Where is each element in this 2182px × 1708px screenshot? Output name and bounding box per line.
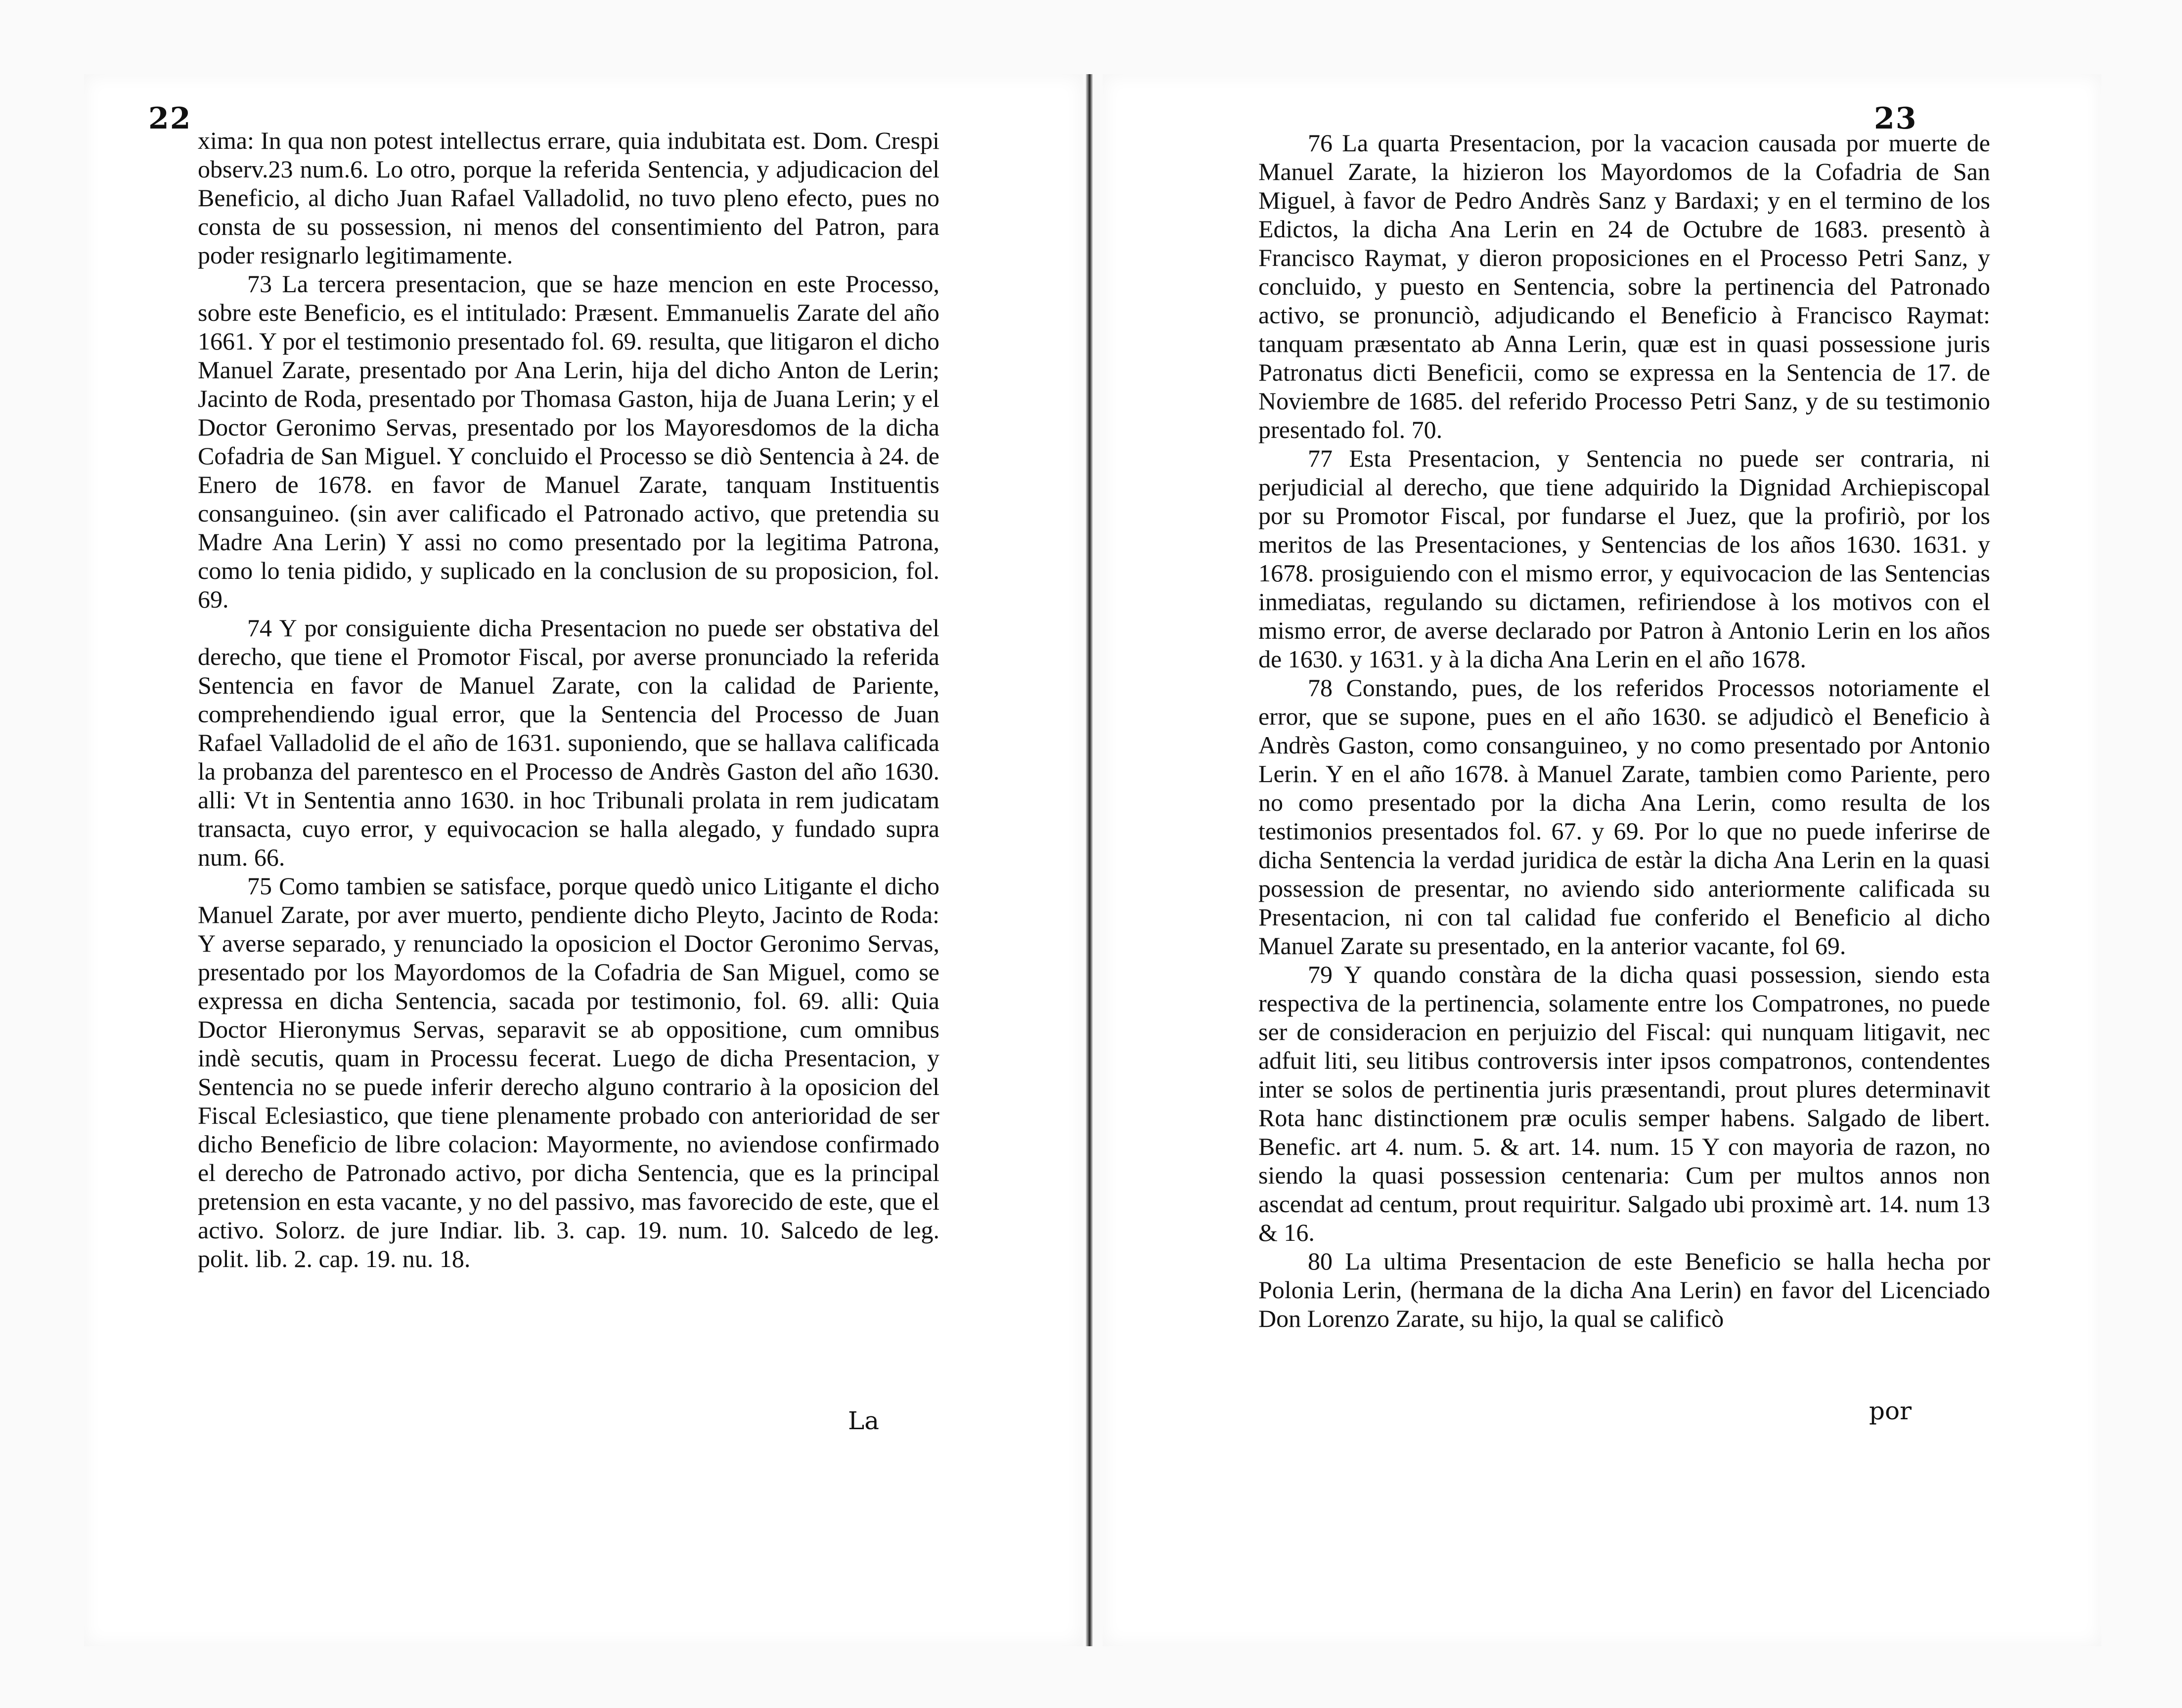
right-folio-number: 23 — [1874, 101, 1917, 136]
paragraph-75: 75 Como tambien se satisface, porque quedò unico Litigante el dicho Manuel Zarate, por aver muerto, pendiente dicho Pleyto, Jacinto de Roda: Y averse separado, y renunciado la oposicion el Doctor Geronimo Servas, presentado por los Mayordomos de la Cofadria de San Miguel, como se expressa en dicha Sentencia, sacada por testimonio, fol. 69. alli: Quia Doctor Hieronymus Servas, separavit se ab oppositione, cum omnibus indè secutis, quam in Processu fecerat. Luego de dicha Presentacion, y Sentencia no se puede inferir derecho alguno contrario à la oposicion del Fiscal Eclesiastico, que tiene plenamente probado con anterioridad de ser dicho Beneficio de libre colacion: Mayormente, no aviendose confirmado el derecho de Patronado activo, por dicha Sentencia, que es la principal pretension en esta vacante, y no del passivo, mas favorecido de este, que el activo. Solorz. de jure Indiar. lib. 3. cap. 19. num. 10. Salcedo de leg. polit. lib. 2. cap. 19. nu. 18. — [198, 872, 939, 1272]
book-gutter — [1086, 74, 1093, 1646]
left-paragraph-continuation: xima: In qua non potest intellectus errare, quia indubitata est. Dom. Crespi observ.23 num.6. Lo otro, porque la referida Sentencia, y adjudicacion del Beneficio, al dicho Juan Rafael Valladolid, no tuvo pleno efecto, pues no consta de su possession, ni menos del consentimiento del Patron, para poder resignarlo legitimamente. — [198, 127, 939, 269]
paragraph-76: 76 La quarta Presentacion, por la vacacion causada por muerte de Manuel Zarate, la hizieron los Mayordomos de la Cofadria de San Miguel, à favor de Pedro Andrès Sanz y Bardaxi; y en el termino de los Edictos, la dicha Ana Lerin en 24 de Octubre de 1683. presentò à Francisco Raymat, y dieron proposiciones en el Processo Petri Sanz, y concluido, y puesto en Sentencia, sobre la pertinencia del Patronado activo, se pronunciò, adjudicando el Beneficio à Francisco Raymat: tanquam præsentato ab Anna Lerin, quæ est in quasi possessione juris Patronatus dicti Beneficii, como se expressa en la Sentencia de 17. de Noviembre de 1685. del referido Processo Petri Sanz, y de su testimonio presentado fol. 70. — [1258, 129, 1990, 443]
paragraph-78: 78 Constando, pues, de los referidos Processos notoriamente el error, que se supone, pues en el año 1630. se adjudicò el Beneficio à Andrès Gaston, como consanguineo, y no como presentado por Antonio Lerin. Y en el año 1678. à Manuel Zarate, tambien como Pariente, pero no como presentado por la dicha Ana Lerin, como resulta de los testimonios presentados fol. 67. y 69. Por lo que no puede inferirse de dicha Sentencia la verdad juridica de estàr la dicha Ana Lerin en la quasi possession de presentar, no aviendo sido anteriormente calificada su Presentacion, ni con tal calidad fue conferido el Beneficio al dicho Manuel Zarate su presentado, en la anterior vacante, fol 69. — [1258, 674, 1990, 960]
left-folio-number: 22 — [148, 101, 192, 136]
left-text-column — [198, 126, 939, 1273]
paragraph-77: 77 Esta Presentacion, y Sentencia no puede ser contraria, ni perjudicial al derecho, que tiene adquirido la Dignidad Archiepiscopal por su Promotor Fiscal, por fundarse el Juez, que la profiriò, por los meritos de las Presentaciones, y Sentencias de los años 1630. 1631. y 1678. prosiguiendo con el mismo error, y equivocacion de las Sentencias inmediatas, regulando su dictamen, refiriendose à los motivos con el mismo error, de averse declarado por Patron à Antonio Lerin en los años de 1630. y 1631. y à la dicha Ana Lerin en el año 1678. — [1258, 444, 1990, 673]
right-text-column — [1258, 129, 1990, 1333]
paragraph-80: 80 La ultima Presentacion de este Beneficio se halla hecha por Polonia Lerin, (hermana de la dicha Ana Lerin) en favor del Licenciado Don Lorenzo Zarate, su hijo, la qual se calificò — [1258, 1247, 1990, 1332]
paragraph-79: 79 Y quando constàra de la dicha quasi possession, siendo esta respectiva de la pertinencia, solamente entre los Compatrones, no puede ser de consideracion en perjuizio del Fiscal: qui nunquam litigavit, nec adfuit liti, seu litibus controversis inter ipsos compatronos, contendentes inter se solos de pertinentia juris præsentandi, prout plures determinavit Rota hanc distinctionem præ oculis semper habens. Salgado de libert. Benefic. art 4. num. 5. & art. 14. num. 15 Y con mayoria de razon, no siendo la quasi possession centenaria: Cum per multos annos non ascendat ad centum, prout requiritur. Salgado ubi proximè art. 14. num 13 & 16. — [1258, 961, 1990, 1246]
right-catchword: por — [1869, 1397, 1912, 1425]
left-catchword: La — [848, 1406, 880, 1435]
paragraph-74: 74 Y por consiguiente dicha Presentacion no puede ser obstativa del derecho, que tiene el Promotor Fiscal, por averse pronunciado la referida Sentencia en favor de Manuel Zarate, con la calidad de Pariente, comprehendiendo igual error, que la Sentencia del Processo de Juan Rafael Valladolid de el año de 1631. suponiendo, que se hallava calificada la probanza del parentesco en el Processo de Andrès Gaston del año 1630. alli: Vt in Sententia anno 1630. in hoc Tribunali prolata in rem judicatam transacta, cuyo error, y equivocacion se halla alegado, y fundado supra num. 66. — [198, 614, 939, 871]
paragraph-73: 73 La tercera presentacion, que se haze mencion en este Processo, sobre este Beneficio, es el intitulado: Præsent. Emmanuelis Zarate del año 1661. Y por el testimonio presentado fol. 69. resulta, que litigaron el dicho Manuel Zarate, presentado por Ana Lerin, hija del dicho Anton de Lerin; Jacinto de Roda, presentado por Thomasa Gaston, hija de Juana Lerin; y el Doctor Geronimo Servas, presentado por los Mayoresdomos de la dicha Cofadria de San Miguel. Y concluido el Processo se diò Sentencia à 24. de Enero de 1678. en favor de Manuel Zarate, tanquam Instituentis consanguineo. (sin aver calificado el Patronado activo, que pretendia su Madre Ana Lerin) Y assi no como presentado por la legitima Patrona, como lo tenia pidido, y suplicado en la conclusion de su proposicion, fol. 69. — [198, 270, 939, 613]
